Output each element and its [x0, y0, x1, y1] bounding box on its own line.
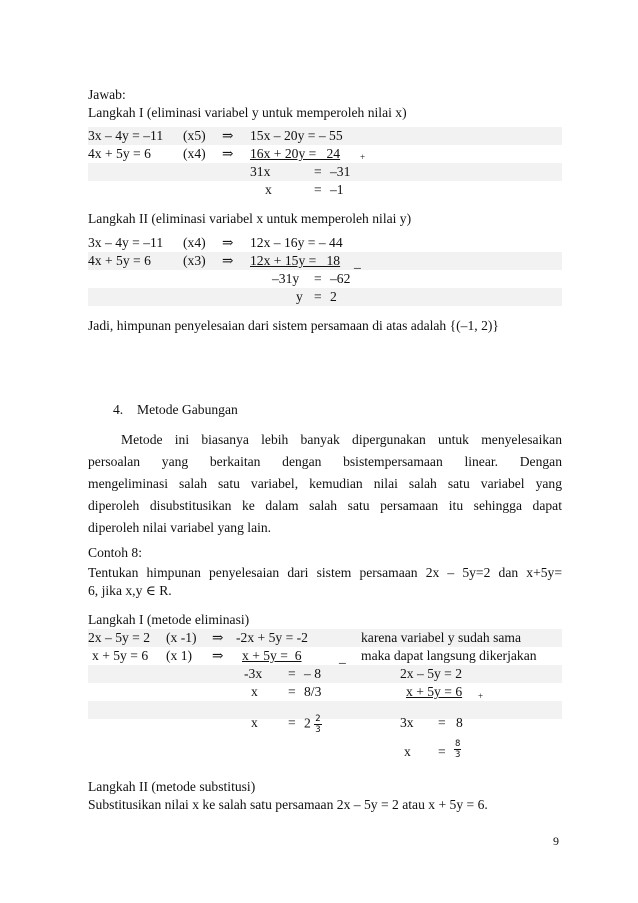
- equation-2: x + 5y = 6: [92, 648, 149, 663]
- step-1-title: Langkah I (eliminasi variabel y untuk memperoleh nilai x): [88, 105, 407, 120]
- x-value-mixed: [304, 714, 322, 735]
- equals-sign: =: [288, 666, 296, 681]
- page-number: 9: [553, 834, 559, 848]
- x-variable: x: [404, 744, 411, 759]
- equation-2: 4x + 5y = 6: [88, 253, 151, 268]
- result-equation: x + 5y = 6: [242, 648, 302, 663]
- result-equation: 15x – 20y = – 55: [250, 128, 343, 143]
- sum-lhs: 31x: [250, 164, 271, 179]
- section-number: 4.: [113, 402, 124, 417]
- minus-operator: _: [354, 255, 361, 270]
- step-4-text: Substitusikan nilai x ke salah satu persamaan 2x – 5y = 2 atau x + 5y = 6.: [88, 797, 488, 812]
- x-value-fraction: 8/3: [304, 684, 322, 699]
- step-3-title: Langkah I (metode eliminasi): [88, 612, 250, 627]
- multiplier: (x4): [183, 235, 206, 250]
- paragraph-line: persoalan yang berkaitan dengan bsistempersamaan linear. Dengan: [88, 454, 562, 469]
- sum-rhs: –31: [330, 164, 351, 179]
- y-variable: y: [296, 289, 303, 304]
- equation-2: 4x + 5y = 6: [88, 146, 151, 161]
- denominator: 3: [315, 725, 321, 735]
- numerator: 8: [455, 739, 461, 749]
- result-equation: 16x + 20y = 24: [250, 146, 341, 161]
- fraction: [454, 739, 461, 760]
- side-sum-rhs: 8: [456, 715, 463, 730]
- implies-arrow: ⇒: [212, 648, 224, 663]
- paragraph-line: diperoleh nilai variabel yang lain.: [88, 520, 272, 535]
- section-title: Metode Gabungan: [137, 402, 238, 417]
- example-title: Contoh 8:: [88, 545, 143, 560]
- result-equation: 12x + 15y = 18: [250, 253, 341, 268]
- difference-lhs: -3x: [244, 666, 263, 681]
- paragraph-line: mengeliminasi salah satu variabel, kemudian nilai salah satu variabel yang: [88, 476, 562, 491]
- answer-label: Jawab:: [88, 87, 126, 102]
- x-variable: x: [251, 684, 258, 699]
- implies-arrow: ⇒: [212, 630, 224, 645]
- paragraph-line: diperoleh disubstitusikan ke dalam salah satu persamaan itu sehingga dapat: [88, 498, 562, 513]
- result-equation: -2x + 5y = -2: [236, 630, 308, 645]
- multiplier: (x3): [183, 253, 206, 268]
- difference-rhs: – 8: [304, 666, 321, 681]
- implies-arrow: ⇒: [222, 146, 234, 161]
- multiplier: (x4): [183, 146, 206, 161]
- explanation-note: maka dapat langsung dikerjakan: [361, 648, 537, 663]
- numerator: 2: [315, 714, 321, 724]
- paragraph-line: Metode ini biasanya lebih banyak dipergunakan untuk menyelesaikan: [121, 432, 562, 447]
- equation-1: 3x – 4y = –11: [88, 128, 164, 143]
- explanation-note: karena variabel y sudah sama: [361, 630, 522, 645]
- step-4-title: Langkah II (metode substitusi): [88, 779, 256, 794]
- x-value: –1: [330, 182, 344, 197]
- minus-operator: _: [339, 650, 346, 665]
- difference-lhs: –31y: [272, 271, 300, 286]
- multiplier: (x 1): [166, 648, 193, 663]
- side-equation-2: x + 5y = 6: [406, 684, 463, 699]
- fraction: [314, 714, 321, 735]
- y-value: 2: [330, 289, 337, 304]
- plus-operator: +: [478, 691, 484, 701]
- multiplier: (x -1): [166, 630, 197, 645]
- equals-sign: =: [288, 684, 296, 699]
- x-value-fraction: [454, 739, 461, 760]
- equals-sign: =: [288, 715, 296, 730]
- x-variable: x: [265, 182, 272, 197]
- side-equation-1: 2x – 5y = 2: [400, 666, 463, 681]
- denominator: 3: [455, 750, 461, 760]
- result-equation: 12x – 16y = – 44: [250, 235, 343, 250]
- side-sum-lhs: 3x: [400, 715, 414, 730]
- example-question-line: Tentukan himpunan penyelesaian dari sistem persamaan 2x – 5y=2 dan x+5y=: [88, 565, 562, 580]
- equals-sign: =: [314, 182, 322, 197]
- whole-part: 2: [304, 715, 311, 731]
- implies-arrow: ⇒: [222, 128, 234, 143]
- equals-sign: =: [314, 164, 322, 179]
- plus-operator: +: [360, 152, 366, 162]
- step-2-title: Langkah II (eliminasi variabel x untuk memperoleh nilai y): [88, 211, 412, 226]
- equals-sign: =: [314, 289, 322, 304]
- example-question-line: 6, jika x,y ∈ R.: [88, 583, 172, 598]
- equation-1: 2x – 5y = 2: [88, 630, 151, 645]
- implies-arrow: ⇒: [222, 235, 234, 250]
- difference-rhs: –62: [330, 271, 351, 286]
- equals-sign: =: [314, 271, 322, 286]
- equals-sign: =: [438, 744, 446, 759]
- conclusion-text: Jadi, himpunan penyelesaian dari sistem persamaan di atas adalah {(–1, 2)}: [88, 318, 499, 333]
- equation-1: 3x – 4y = –11: [88, 235, 164, 250]
- implies-arrow: ⇒: [222, 253, 234, 268]
- equals-sign: =: [438, 715, 446, 730]
- x-variable: x: [251, 715, 258, 730]
- multiplier: (x5): [183, 128, 206, 143]
